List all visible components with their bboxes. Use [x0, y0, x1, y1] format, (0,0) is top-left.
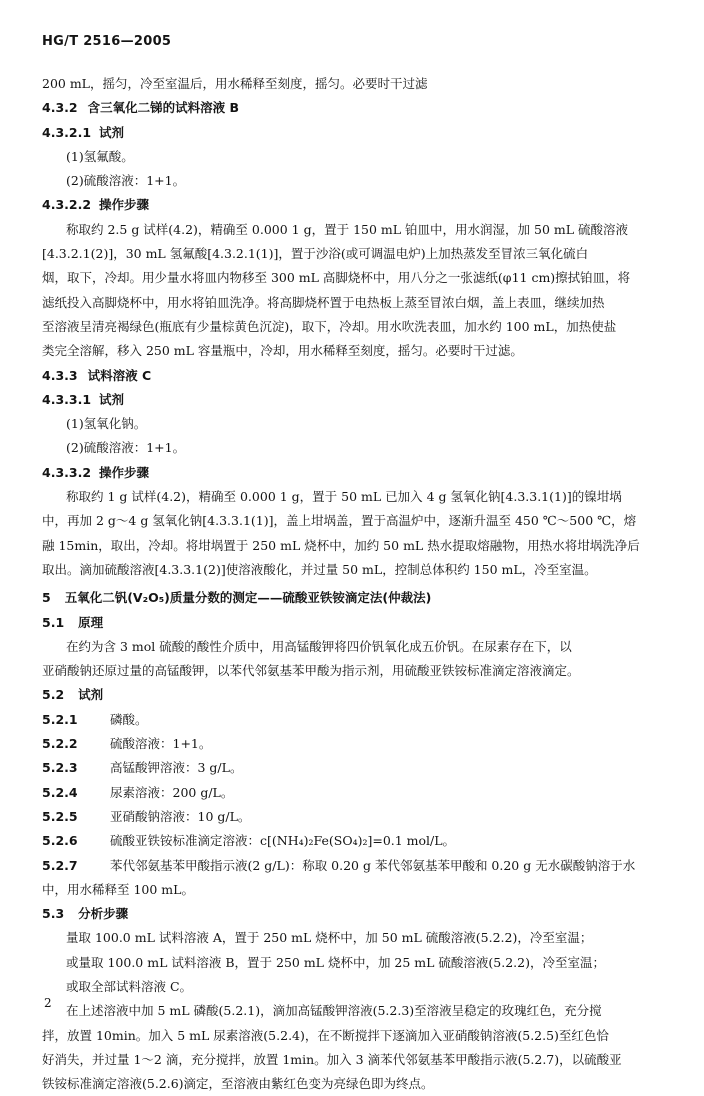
section-title: 试剂 — [99, 391, 125, 407]
section-title: 操作步骤 — [99, 464, 150, 480]
page-number: 2 — [44, 996, 52, 1010]
section-number: 5 — [42, 590, 51, 606]
reagent-number: 5.2.4 — [42, 784, 78, 800]
reagent-number: 5.2.3 — [42, 760, 78, 776]
section-number: 4.3.2.1 — [42, 124, 92, 140]
paragraph-line: 融 15min，取出，冷却。将坩埚置于 250 mL 烧杯中，加约 50 mL 热水提取熔融物，用热水将坩埚洗净后 — [42, 537, 640, 553]
paragraph-line: 在约为含 3 mol 硫酸的酸性介质中，用高锰酸钾将四价钒氧化成五价钒。在尿素存在下，以 — [66, 638, 572, 654]
paragraph-line: 中，用水稀释至 100 mL。 — [42, 881, 194, 897]
reagent-item: (1)氢氟酸。 — [66, 148, 134, 164]
section-title: 分析步骤 — [78, 906, 129, 922]
paragraph-line: 称取约 2.5 g 试样(4.2)，精确至 0.000 1 g，置于 150 mL 铂皿中，用水润湿，加 50 mL 硫酸溶液 — [66, 221, 629, 237]
paragraph-line: 滤纸投入高脚烧杯中，用水将铂皿洗净。将高脚烧杯置于电热板上蒸至冒浓白烟，盖上表皿，继续加热 — [42, 294, 605, 310]
section-heading-5-2 — [42, 683, 674, 707]
section-title: 试剂 — [99, 124, 125, 140]
section-title: 原理 — [78, 614, 104, 630]
section-heading-4-3-2-2 — [42, 193, 674, 217]
section-title: 五氧化二钒(V₂O₅)质量分数的测定——硫酸亚铁铵滴定法(仲裁法) — [64, 590, 432, 606]
paragraph-line: 中，再加 2 g～4 g 氢氧化钠[4.3.3.1(1)]，盖上坩埚盖，置于高温炉中，逐渐升温至 450 ℃～500 ℃，熔 — [42, 513, 637, 529]
reagent-5-2-6 — [42, 829, 674, 853]
section-heading-4-3-2 — [42, 96, 674, 120]
section-title: 含三氧化二锑的试料溶液 B — [87, 100, 239, 116]
section-number: 5.2 — [42, 687, 65, 703]
paragraph-line: 好消失，并过量 1～2 滴，充分搅拌，放置 1min。加入 3 滴苯代邻氨基苯甲酸指示液(5.2.7)，以硫酸亚 — [42, 1051, 622, 1067]
reagent-5-2-2 — [42, 732, 674, 756]
paragraph-line: [4.3.2.1(2)]，30 mL 氢氟酸[4.3.2.1(1)]，置于沙浴(或可调温电炉)上加热蒸发至冒浓三氧化硫白 — [42, 246, 589, 262]
section-number: 4.3.2.2 — [42, 197, 92, 213]
section-heading-5-1 — [42, 611, 674, 635]
reagent-5-2-7 — [42, 854, 674, 878]
reagent-number: 5.2.5 — [42, 808, 78, 824]
section-title: 操作步骤 — [99, 197, 150, 213]
section-heading-5 — [42, 586, 674, 610]
paragraph-line: 或量取 100.0 mL 试料溶液 B，置于 250 mL 烧杯中，加 25 mL 硫酸溶液(5.2.2)，冷至室温； — [66, 954, 605, 970]
paragraph-line: 亚硝酸钠还原过量的高锰酸钾，以苯代邻氨基苯甲酸为指示剂，用硫酸亚铁铵标准滴定溶液滴定。 — [42, 663, 580, 679]
reagent-text: 硫酸亚铁铵标准滴定溶液：c[(NH₄)₂Fe(SO₄)₂]=0.1 mol/L。 — [110, 833, 456, 849]
section-heading-4-3-2-1 — [42, 121, 674, 145]
paragraph-line: 量取 100.0 mL 试料溶液 A，置于 250 mL 烧杯中，加 50 mL 硫酸溶液(5.2.2)，冷至室温； — [66, 930, 593, 946]
section-number: 4.3.3.1 — [42, 391, 92, 407]
paragraph-line: 取出。滴加硫酸溶液[4.3.3.1(2)]使溶液酸化，并过量 50 mL，控制总体积约 150 mL，冷至室温。 — [42, 561, 597, 577]
paragraph-line: 称取约 1 g 试样(4.2)，精确至 0.000 1 g，置于 50 mL 已加入 4 g 氢氧化钠[4.3.3.1(1)]的镍坩埚 — [66, 489, 622, 505]
paragraph-line: 在上述溶液中加 5 mL 磷酸(5.2.1)，滴加高锰酸钾溶液(5.2.3)至溶液呈稳定的玫瑰红色，充分搅 — [66, 1003, 602, 1019]
section-title: 试料溶液 C — [87, 367, 152, 383]
reagent-text: 尿素溶液：200 g/L。 — [110, 784, 234, 800]
section-number: 5.1 — [42, 614, 65, 630]
reagent-number: 5.2.1 — [42, 711, 78, 727]
reagent-text: 苯代邻氨基苯甲酸指示液(2 g/L)：称取 0.20 g 苯代邻氨基苯甲酸和 0.20 g 无水碳酸钠溶于水 — [110, 857, 636, 873]
reagent-item: (2)硫酸溶液：1+1。 — [66, 173, 186, 189]
text-line: 200 mL，摇匀，冷至室温后，用水稀释至刻度，摇匀。必要时干过滤 — [42, 76, 428, 91]
section-heading-4-3-3-1 — [42, 388, 674, 412]
section-heading-4-3-3 — [42, 364, 674, 388]
section-number: 4.3.3 — [42, 367, 78, 383]
section-number: 5.3 — [42, 906, 65, 922]
reagent-text: 高锰酸钾溶液：3 g/L。 — [110, 760, 243, 776]
paragraph-line: 至溶液呈清亮褐绿色(瓶底有少量棕黄色沉淀)，取下，冷却。用水吹洗表皿，加水约 100 mL，加热使盐 — [42, 318, 617, 334]
section-number: 4.3.2 — [42, 100, 78, 116]
reagent-text: 硫酸溶液：1+1。 — [110, 736, 212, 752]
paragraph-line: 铁铵标准滴定溶液(5.2.6)滴定，至溶液由紫红色变为亮绿色即为终点。 — [42, 1076, 434, 1092]
paragraph-line: 烟，取下，冷却。用少量水将皿内物移至 300 mL 高脚烧杯中，用八分之一张滤纸(φ11 cm)擦拭铂皿，将 — [42, 270, 631, 286]
reagent-number: 5.2.7 — [42, 857, 78, 873]
reagent-text: 磷酸。 — [110, 711, 148, 727]
reagent-item: (2)硫酸溶液：1+1。 — [66, 440, 186, 456]
paragraph-line: 或取全部试料溶液 C。 — [66, 978, 193, 994]
reagent-5-2-1 — [42, 708, 674, 732]
paragraph-line: 类完全溶解，移入 250 mL 容量瓶中，冷却，用水稀释至刻度，摇匀。必要时干过滤。 — [42, 343, 523, 359]
section-heading-5-3 — [42, 902, 674, 926]
reagent-5-2-4 — [42, 781, 674, 805]
paragraph-line: 拌，放置 10min。加入 5 mL 尿素溶液(5.2.4)，在不断搅拌下逐滴加入亚硝酸钠溶液(5.2.5)至红色恰 — [42, 1027, 609, 1043]
reagent-item: (1)氢氧化钠。 — [66, 416, 147, 432]
reagent-number: 5.2.2 — [42, 736, 78, 752]
reagent-text: 亚硝酸钠溶液：10 g/L。 — [110, 808, 251, 824]
standard-code-header: HG/T 2516—2005 — [42, 34, 172, 49]
reagent-5-2-3 — [42, 756, 674, 780]
section-heading-4-3-3-2 — [42, 461, 674, 485]
document-body — [42, 72, 674, 1096]
reagent-number: 5.2.6 — [42, 833, 78, 849]
reagent-5-2-5 — [42, 805, 674, 829]
section-title: 试剂 — [78, 687, 104, 703]
section-number: 4.3.3.2 — [42, 464, 92, 480]
